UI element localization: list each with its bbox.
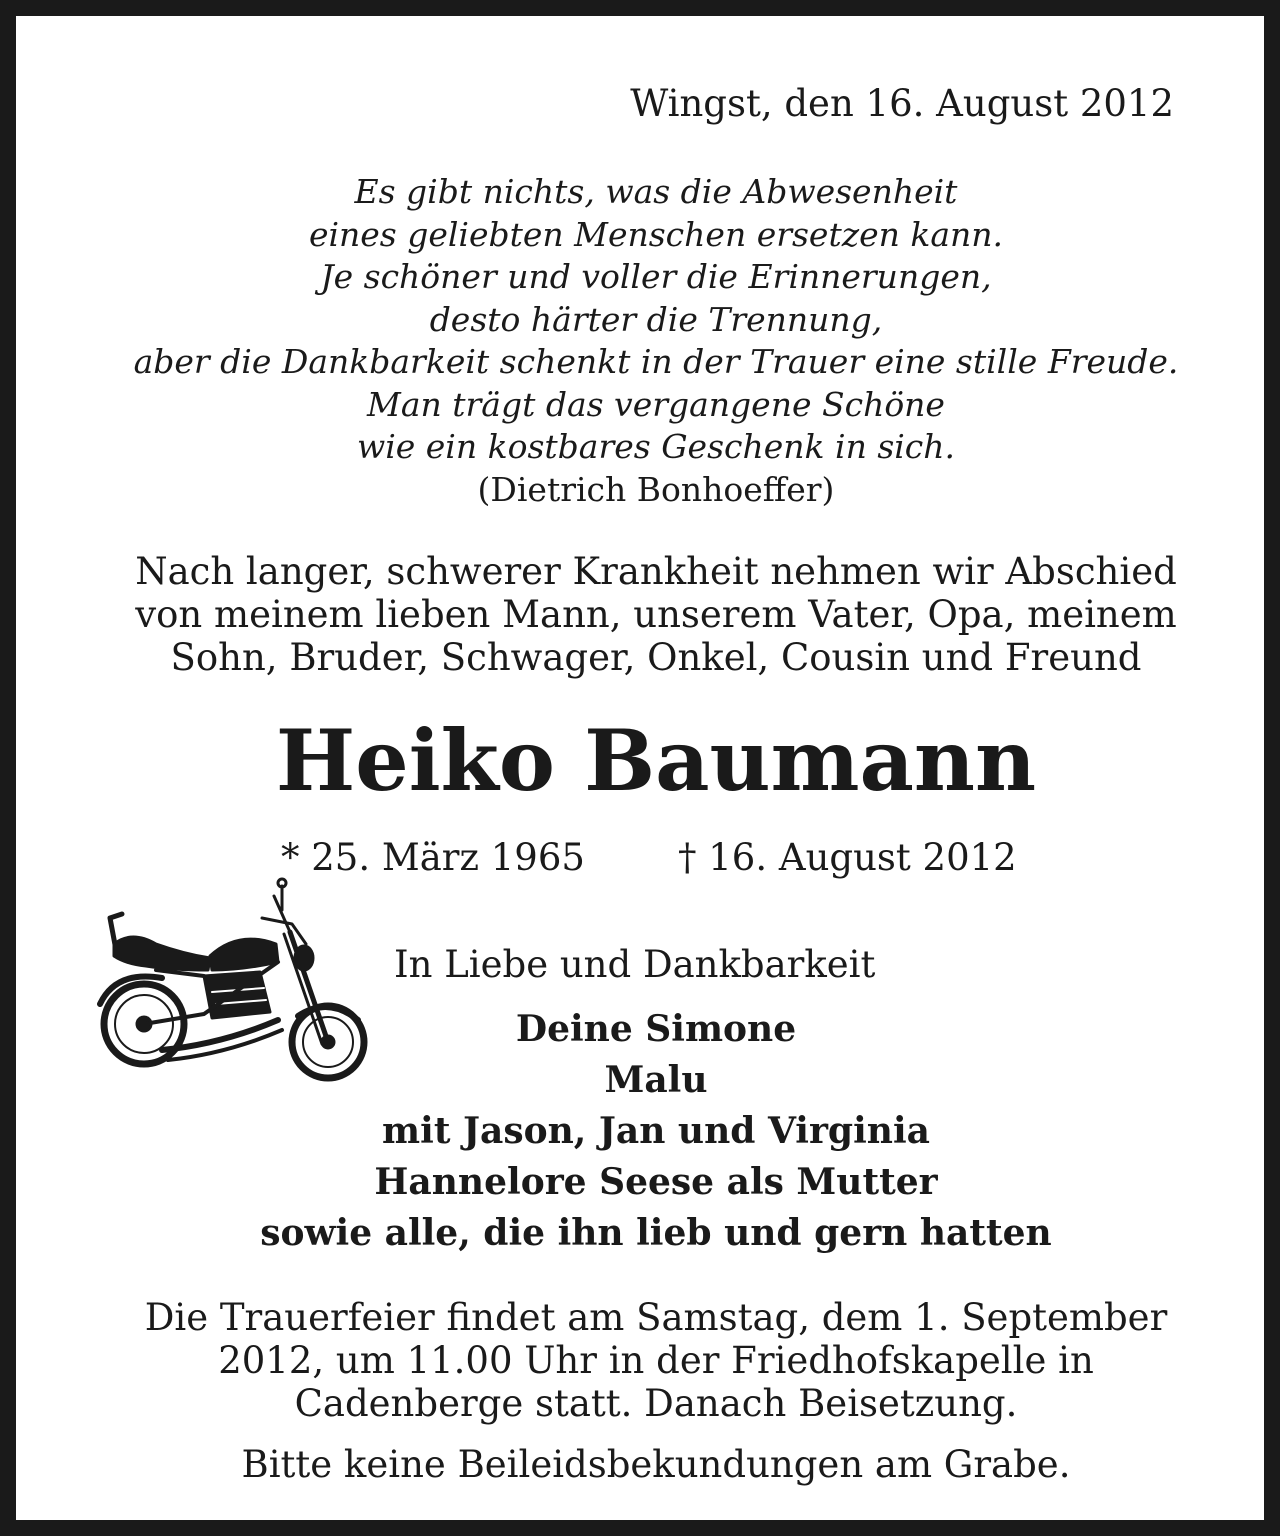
intro-line: Nach langer, schwerer Krankheit nehmen wir Abschied bbox=[135, 550, 1177, 593]
quote-block bbox=[56, 171, 1256, 511]
signatures-block bbox=[156, 1004, 1156, 1259]
intro-line: Sohn, Bruder, Schwager, Onkel, Cousin und Freund bbox=[170, 636, 1142, 679]
signature-line: Malu bbox=[604, 1059, 708, 1101]
quote-author: (Dietrich Bonhoeffer) bbox=[477, 469, 835, 509]
quote-line: Je schöner und voller die Erinnerungen, bbox=[320, 257, 992, 296]
birth-date: * 25. März 1965 bbox=[281, 836, 585, 879]
ceremony-line: Die Trauerfeier findet am Samstag, dem 1. September bbox=[144, 1296, 1168, 1339]
place-date: Wingst, den 16. August 2012 bbox=[630, 82, 1174, 125]
ceremony-line: 2012, um 11.00 Uhr in der Friedhofskapelle in bbox=[218, 1339, 1094, 1382]
closing-line: In Liebe und Dankbarkeit bbox=[394, 943, 876, 986]
signature-line: sowie alle, die ihn lieb und gern hatten bbox=[260, 1212, 1052, 1254]
deceased-name: Heiko Baumann bbox=[275, 711, 1037, 810]
ceremony-line: Cadenberge statt. Danach Beisetzung. bbox=[294, 1382, 1018, 1425]
intro-text bbox=[56, 550, 1256, 679]
quote-line: eines geliebten Menschen ersetzen kann. bbox=[308, 214, 1004, 254]
death-date: † 16. August 2012 bbox=[678, 836, 1017, 879]
quote-line: Es gibt nichts, was die Abwesenheit bbox=[354, 172, 958, 211]
signature-line: Deine Simone bbox=[515, 1008, 797, 1050]
signature-line: Hannelore Seese als Mutter bbox=[374, 1161, 938, 1203]
quote-line: wie ein kostbares Geschenk in sich. bbox=[356, 427, 956, 466]
ceremony-info bbox=[56, 1296, 1256, 1425]
signature-line: mit Jason, Jan und Virginia bbox=[382, 1110, 930, 1152]
condolence-request: Bitte keine Beileidsbekundungen am Grabe. bbox=[241, 1443, 1071, 1486]
intro-line: von meinem lieben Mann, unserem Vater, Opa, meinem bbox=[135, 593, 1177, 636]
quote-line: Man trägt das vergangene Schöne bbox=[367, 384, 945, 424]
quote-line: desto härter die Trennung, bbox=[429, 299, 883, 339]
quote-line: aber die Dankbarkeit schenkt in der Trauer eine stille Freude. bbox=[133, 342, 1179, 381]
